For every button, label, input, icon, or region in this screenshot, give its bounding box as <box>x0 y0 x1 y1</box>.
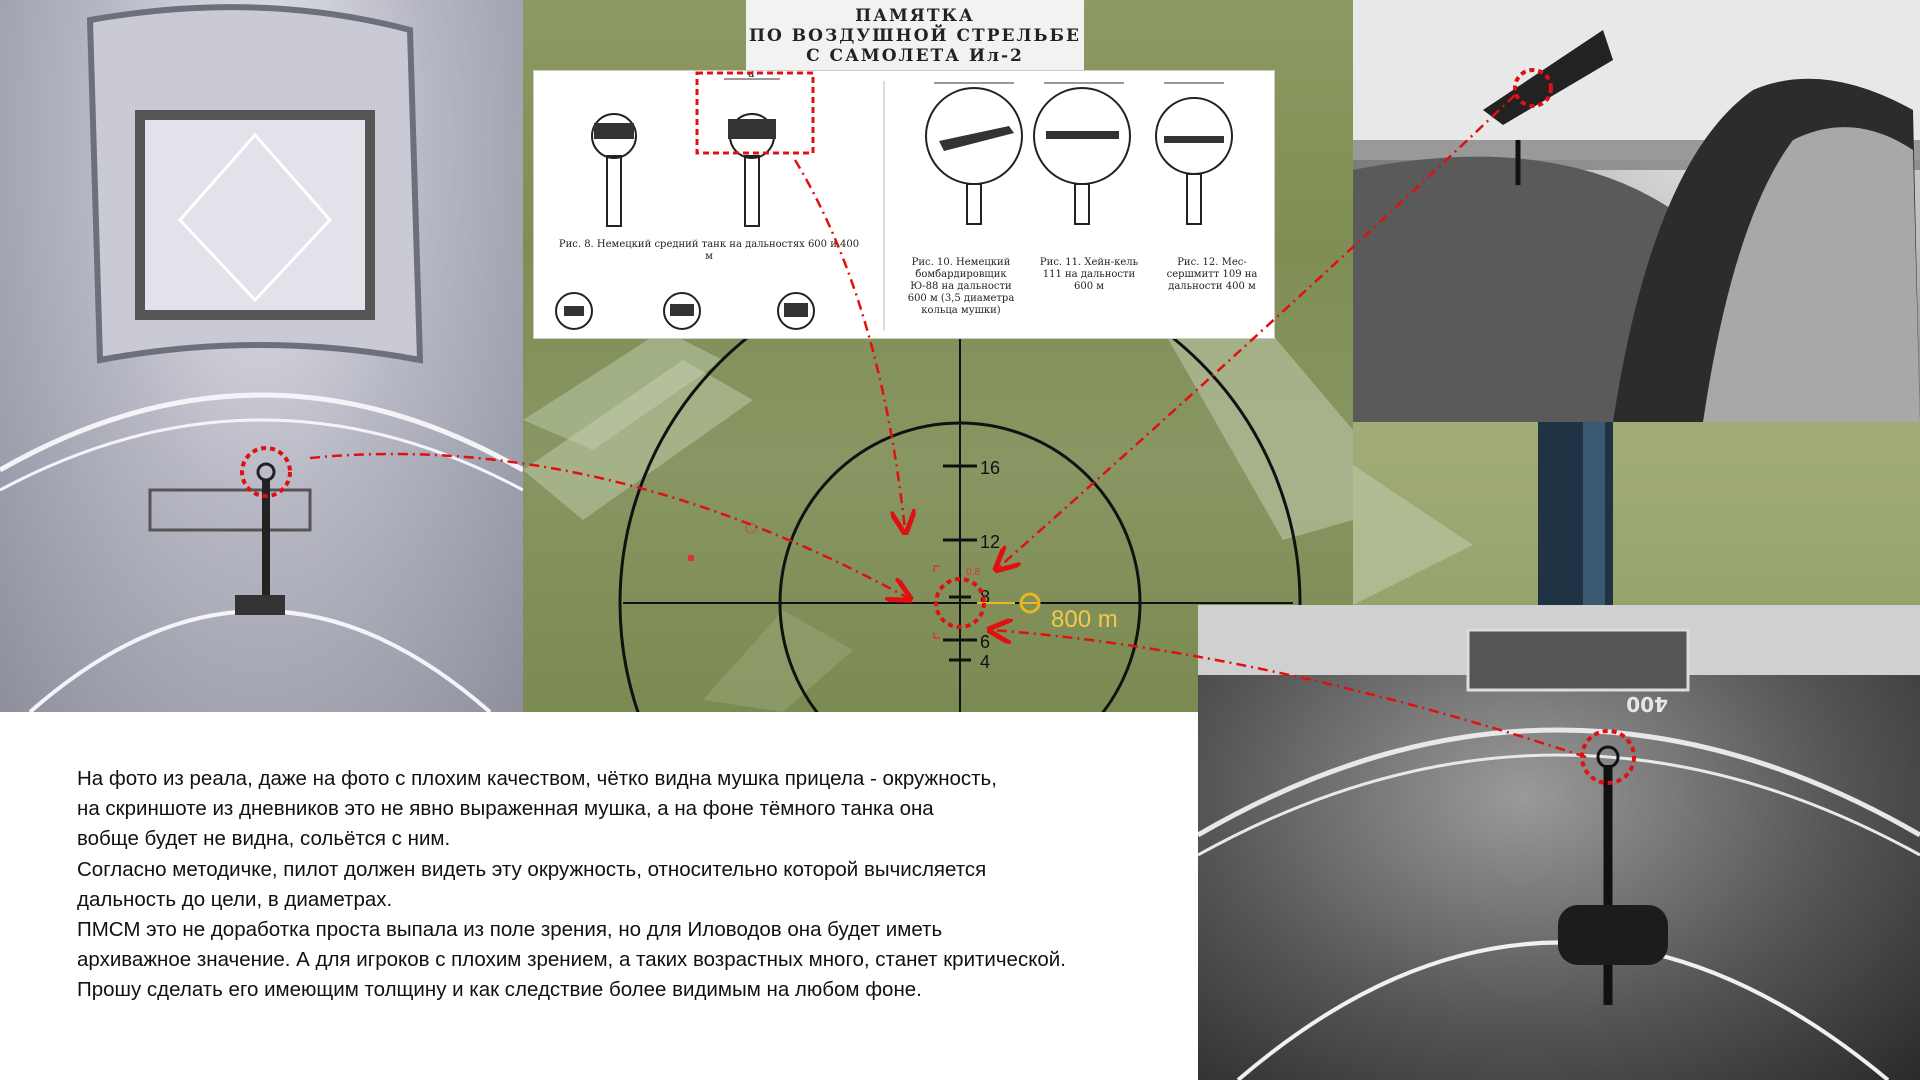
fuselage-line <box>1198 730 1920 835</box>
range-label: 800 m <box>1051 606 1118 633</box>
text-line: ПМСМ это не доработка проста выпала из поле зрения, но для Иловодов она будет иметь <box>77 918 943 942</box>
fighter-silhouette <box>1164 136 1224 143</box>
scale-label-16: 16 <box>980 458 1001 478</box>
caption-fig10: Рис. 10. Немецкий бомбардировщик Ю-88 на дальности 600 м (3,5 диаметра кольца мушки) <box>907 257 1015 316</box>
text-line: Согласно методичке, пилот должен видеть эту окружность, относительно которой вычисляется <box>77 857 987 881</box>
manual-title-line2: ПО ВОЗДУШНОЙ СТРЕЛЬБЕ <box>748 26 1081 46</box>
real-photo-cockpit <box>1353 0 1920 422</box>
caption-fig11: Рис. 11. Хейн-кель 111 на дальности 600 м <box>1039 257 1139 292</box>
bracket-bottom-left <box>934 632 940 638</box>
manual-header <box>746 0 1084 72</box>
text-line: Прошу сделать его имеющим толщину и как следствие более видимым на любом фоне. <box>77 978 922 1002</box>
fuselage-marking: 400 <box>1626 692 1668 716</box>
scale-label-6: 6 <box>980 632 991 652</box>
tank-silhouette <box>728 119 776 139</box>
fuselage-line <box>0 395 523 470</box>
comment-text <box>77 764 1198 1006</box>
highlight-box <box>697 73 813 153</box>
comment-text-area <box>0 712 1198 1080</box>
cockpit-frame <box>1468 630 1688 690</box>
scale-label-8: 8 <box>980 587 991 607</box>
armored-glass <box>140 115 370 315</box>
text-line: вобще будет не видна, сольётся с ним. <box>77 827 451 851</box>
text-line: на скриншоте из дневников это не явно выраженная мушка, а на фоне тёмного танка она <box>77 797 934 821</box>
manual-title-line3: С САМОЛЕТА Ил-2 <box>806 46 1024 66</box>
scale-label-12: 12 <box>980 532 1001 552</box>
bomber-silhouette <box>1046 131 1119 139</box>
tank-silhouette <box>594 123 634 139</box>
text-line: архиважное значение. А для игроков с плохим зрением, а таких возрастных много, станет критической. <box>77 948 1066 972</box>
small-red-mark: 0.8 <box>966 567 980 578</box>
dimension-label: d <box>748 71 755 80</box>
real-photo-sight-closeup <box>1198 605 1920 1080</box>
bomber-silhouette <box>939 126 1014 151</box>
bracket-top-left <box>934 566 940 572</box>
range-scale <box>943 458 1000 672</box>
scale-label-4: 4 <box>980 652 991 672</box>
target-marker <box>688 555 694 561</box>
text-line: дальность до цели, в диаметрах. <box>77 887 393 911</box>
caption-fig8: Рис. 8. Немецкий средний танк на дальностях 600 и 400 м <box>558 239 860 262</box>
manual-title-line1: ПАМЯТКА <box>855 6 975 26</box>
caption-fig12: Рис. 12. Мес-сершмитт 109 на дальности 400 м <box>1166 257 1258 292</box>
manual-excerpt <box>533 70 1275 339</box>
real-photo-front-sight <box>0 0 523 712</box>
front-sight-ring <box>258 464 274 480</box>
text-line: На фото из реала, даже на фото с плохим качеством, чётко видна мушка прицела - окружность, <box>77 767 997 790</box>
target-marker-small <box>746 523 756 533</box>
